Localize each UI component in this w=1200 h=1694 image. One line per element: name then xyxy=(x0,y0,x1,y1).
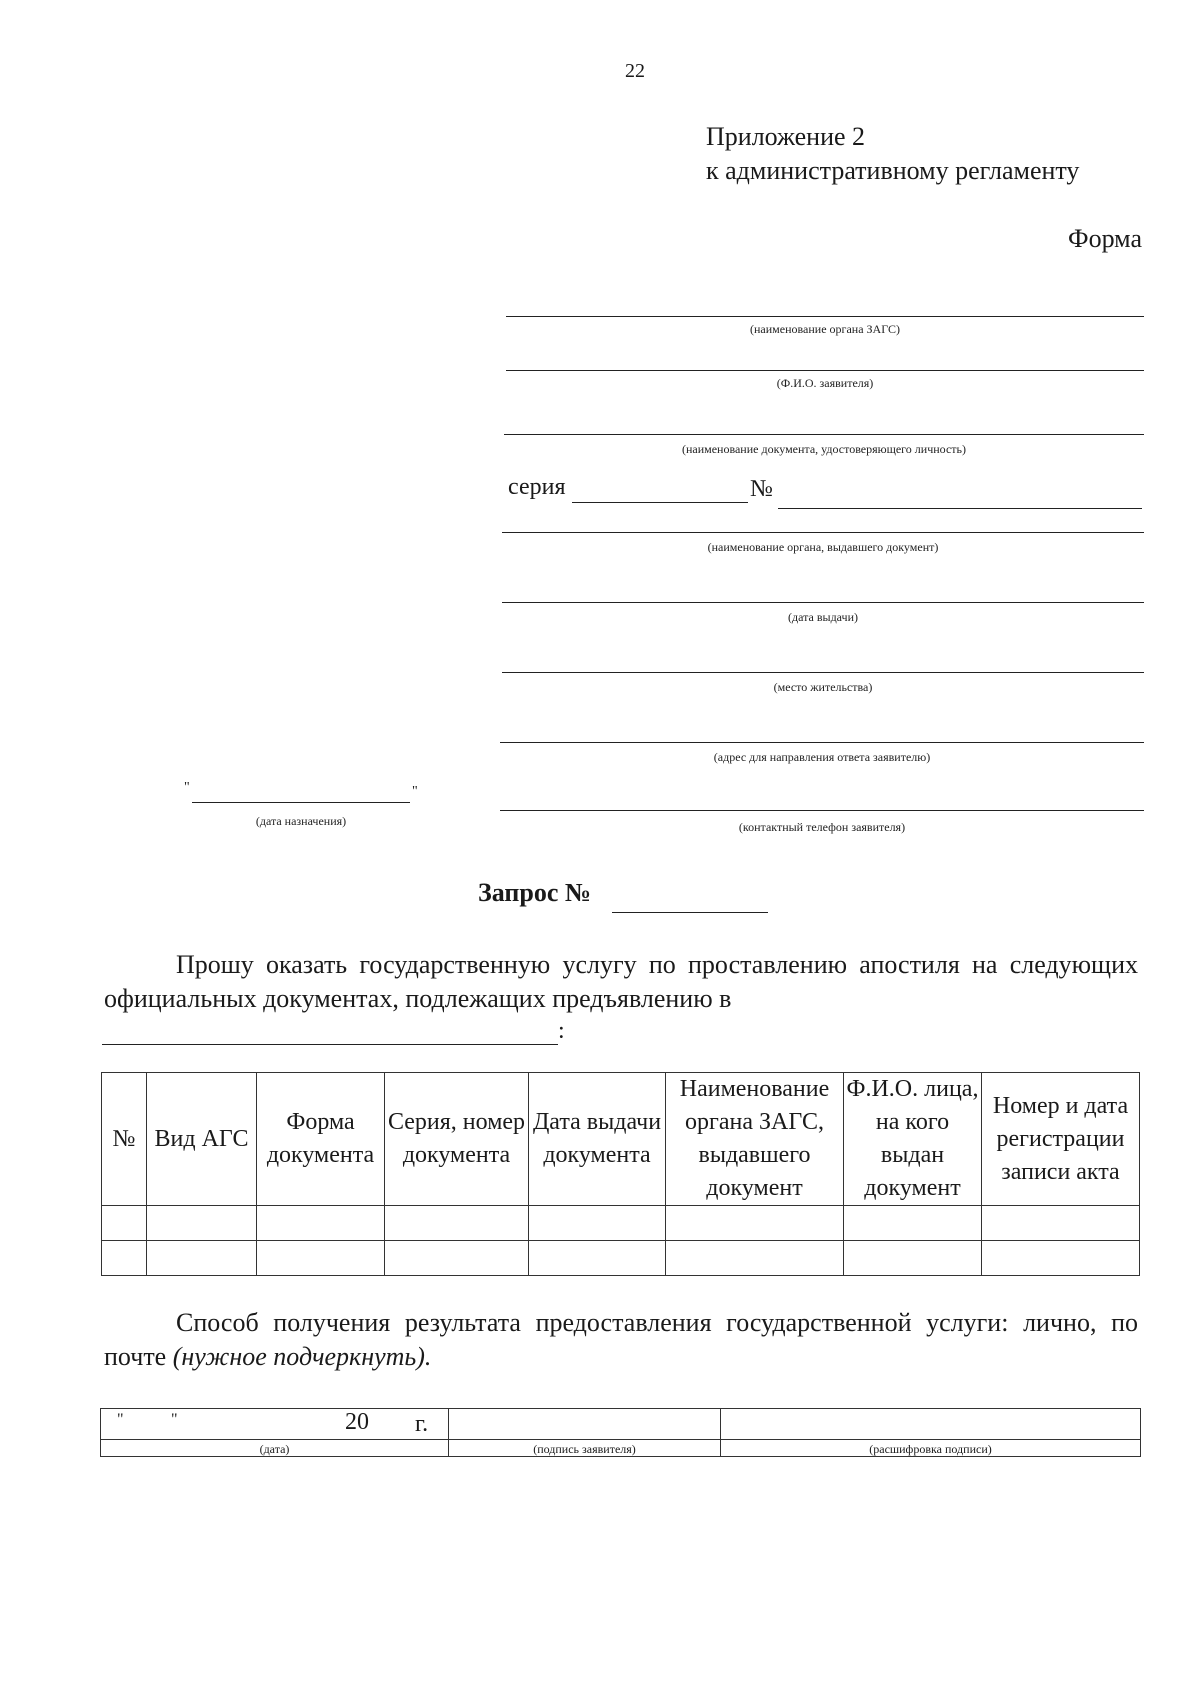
table-cell[interactable] xyxy=(257,1241,385,1276)
table-cell[interactable] xyxy=(102,1206,147,1241)
col-header-zags-authority: Наименование органа ЗАГС, выдавшего документ xyxy=(666,1073,844,1206)
table-cell[interactable] xyxy=(529,1241,666,1276)
date-caption: (дата) xyxy=(101,1440,449,1457)
table-cell[interactable] xyxy=(257,1206,385,1241)
table-cell[interactable] xyxy=(147,1241,257,1276)
transcript-caption: (расшифровка подписи) xyxy=(721,1440,1141,1457)
field-caption: (контактный телефон заявителя) xyxy=(738,820,906,834)
field-caption: (наименование органа ЗАГС) xyxy=(750,322,900,336)
quote-open: " xyxy=(184,780,190,795)
request-title xyxy=(478,878,591,908)
signature-caption: (подпись заявителя) xyxy=(449,1440,721,1457)
field-line xyxy=(502,532,1144,533)
col-header-ags-type: Вид АГС xyxy=(147,1073,257,1206)
series-label: серия xyxy=(508,474,566,500)
request-paragraph xyxy=(104,948,1138,1016)
table-cell[interactable] xyxy=(385,1206,529,1241)
destination-input-line[interactable] xyxy=(102,1044,558,1045)
appendix-line-1: Приложение 2 xyxy=(706,122,866,151)
field-line xyxy=(506,370,1144,371)
field-caption: (место жительства) xyxy=(773,680,873,694)
request-title-text: Запрос № xyxy=(478,878,591,907)
field-caption: (Ф.И.О. заявителя) xyxy=(776,376,874,390)
table-cell[interactable] xyxy=(982,1206,1140,1241)
field-line xyxy=(502,672,1144,673)
col-header-issue-date: Дата выдачи документа xyxy=(529,1073,666,1206)
field-caption: (дата выдачи) xyxy=(788,610,858,624)
field-caption: (наименование органа, выдавшего документ) xyxy=(707,540,939,554)
table-header-row xyxy=(102,1073,1140,1206)
table-cell[interactable] xyxy=(666,1241,844,1276)
year-prefix: 20 xyxy=(345,1409,369,1435)
form-label: Форма xyxy=(1068,224,1142,253)
table-cell[interactable] xyxy=(147,1206,257,1241)
appendix-line-2: к административному регламенту xyxy=(706,156,1080,185)
field-caption: (адрес для направления ответа заявителю) xyxy=(713,750,931,764)
signature-table xyxy=(100,1408,1141,1457)
field-line xyxy=(500,810,1144,811)
table-cell[interactable] xyxy=(982,1241,1140,1276)
method-note: (нужное подчеркнуть). xyxy=(172,1342,432,1371)
col-header-series-number: Серия, номер документа xyxy=(385,1073,529,1206)
table-cell[interactable] xyxy=(385,1241,529,1276)
number-label: № xyxy=(750,476,773,502)
field-line xyxy=(506,316,1144,317)
table-cell[interactable] xyxy=(844,1241,982,1276)
table-cell[interactable] xyxy=(666,1206,844,1241)
field-line xyxy=(502,602,1144,603)
colon: : xyxy=(558,1018,565,1044)
col-header-doc-form: Форма документа xyxy=(257,1073,385,1206)
method-text: Способ получения результата предоставления государственной услуги: лично, по почте xyxy=(104,1308,1138,1371)
documents-table xyxy=(101,1072,1140,1276)
col-header-person-name: Ф.И.О. лица, на кого выдан документ xyxy=(844,1073,982,1206)
field-caption: (наименование документа, удостоверяющего личность) xyxy=(681,442,967,456)
number-input-line[interactable] xyxy=(778,508,1142,509)
quote-close: " xyxy=(412,784,418,799)
date-cell[interactable] xyxy=(101,1409,449,1440)
field-line xyxy=(500,742,1144,743)
date-assigned-caption: (дата назначения) xyxy=(255,814,347,828)
table-row xyxy=(102,1241,1140,1276)
quote-open: " xyxy=(117,1411,124,1428)
table-row xyxy=(102,1206,1140,1241)
page-number: 22 xyxy=(625,60,645,82)
method-paragraph xyxy=(104,1306,1138,1374)
year-suffix: г. xyxy=(415,1411,429,1437)
date-assigned-line xyxy=(192,802,410,803)
col-header-record-number-date: Номер и дата регистрации записи акта xyxy=(982,1073,1140,1206)
field-line xyxy=(504,434,1144,435)
series-input-line[interactable] xyxy=(572,502,748,503)
signature-transcript-cell[interactable] xyxy=(721,1409,1141,1440)
table-cell[interactable] xyxy=(102,1241,147,1276)
request-text: Прошу оказать государственную услугу по проставлению апостиля на следующих официальных документах, подлежащих предъявлению в xyxy=(104,950,1138,1013)
signature-cell[interactable] xyxy=(449,1409,721,1440)
quote-close: " xyxy=(171,1411,178,1428)
table-cell[interactable] xyxy=(844,1206,982,1241)
appendix-heading xyxy=(706,120,1079,188)
request-number-line[interactable] xyxy=(612,912,768,913)
table-cell[interactable] xyxy=(529,1206,666,1241)
col-header-number: № xyxy=(102,1073,147,1206)
